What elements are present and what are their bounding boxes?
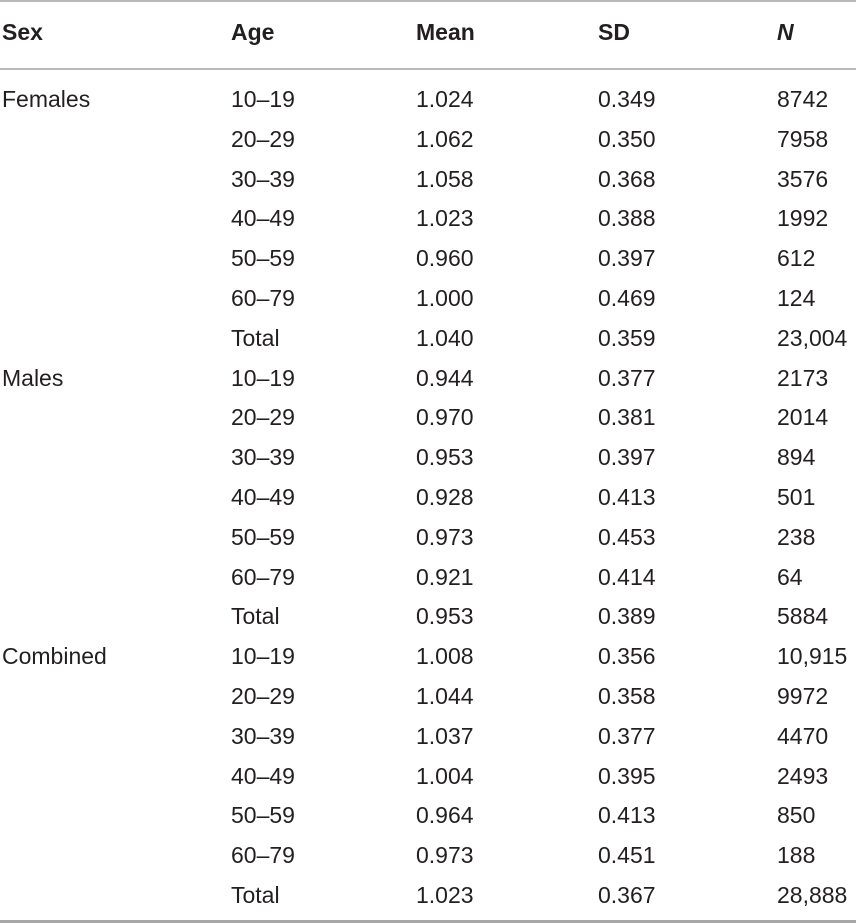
cell-sd: 0.397 bbox=[598, 444, 656, 471]
cell-mean: 1.008 bbox=[416, 643, 474, 670]
cell-mean: 0.964 bbox=[416, 802, 474, 829]
header-sex: Sex bbox=[2, 19, 43, 45]
cell-mean: 0.970 bbox=[416, 404, 474, 431]
table-header-row bbox=[0, 0, 856, 68]
table-row bbox=[0, 120, 856, 160]
cell-sd: 0.358 bbox=[598, 682, 656, 709]
cell-sd: 0.356 bbox=[598, 643, 656, 670]
cell-n: 894 bbox=[777, 444, 816, 471]
cell-sd: 0.377 bbox=[598, 364, 656, 391]
cell-age: 20–29 bbox=[231, 125, 295, 152]
cell-sd: 0.414 bbox=[598, 563, 656, 590]
cell-n: 2493 bbox=[777, 762, 829, 789]
cell-mean: 0.973 bbox=[416, 523, 474, 550]
cell-age: 60–79 bbox=[231, 284, 295, 311]
table-row bbox=[0, 717, 856, 757]
header-rule bbox=[0, 68, 856, 70]
cell-mean: 1.023 bbox=[416, 205, 474, 232]
cell-sd: 0.349 bbox=[598, 86, 656, 112]
cell-age: 10–19 bbox=[231, 364, 295, 391]
header-age: Age bbox=[231, 19, 275, 45]
cell-mean: 1.004 bbox=[416, 762, 474, 789]
cell-sd: 0.368 bbox=[598, 165, 656, 192]
cell-sd: 0.381 bbox=[598, 404, 656, 431]
cell-sd: 0.389 bbox=[598, 603, 656, 630]
cell-sex: Females bbox=[2, 86, 91, 112]
table-row bbox=[0, 836, 856, 876]
cell-mean: 0.944 bbox=[416, 364, 474, 391]
cell-n: 23,004 bbox=[777, 324, 848, 351]
cell-sd: 0.413 bbox=[598, 802, 656, 829]
cell-age: 50–59 bbox=[231, 523, 295, 550]
cell-n: 8742 bbox=[777, 86, 829, 112]
cell-mean: 0.953 bbox=[416, 603, 474, 630]
table-row bbox=[0, 160, 856, 200]
cell-n: 9972 bbox=[777, 682, 829, 709]
cell-n: 2173 bbox=[777, 364, 829, 391]
table-row bbox=[0, 796, 856, 836]
table-body bbox=[0, 80, 856, 916]
cell-mean: 0.921 bbox=[416, 563, 474, 590]
cell-mean: 1.040 bbox=[416, 324, 474, 351]
cell-age: 20–29 bbox=[231, 404, 295, 431]
cell-mean: 1.000 bbox=[416, 284, 474, 311]
cell-sd: 0.395 bbox=[598, 762, 656, 789]
table-row bbox=[0, 478, 856, 518]
cell-mean: 0.928 bbox=[416, 483, 474, 510]
cell-age: 60–79 bbox=[231, 563, 295, 590]
cell-n: 612 bbox=[777, 245, 816, 272]
cell-sd: 0.388 bbox=[598, 205, 656, 232]
table-row bbox=[0, 80, 856, 120]
cell-sd: 0.413 bbox=[598, 483, 656, 510]
table-row bbox=[0, 319, 856, 359]
cell-mean: 1.037 bbox=[416, 722, 474, 749]
cell-mean: 0.973 bbox=[416, 842, 474, 869]
table-row bbox=[0, 876, 856, 916]
cell-sex: Males bbox=[2, 364, 64, 391]
cell-mean: 1.044 bbox=[416, 682, 474, 709]
cell-sd: 0.367 bbox=[598, 881, 656, 908]
cell-n: 3576 bbox=[777, 165, 829, 192]
header-n: N bbox=[777, 19, 794, 45]
table-row bbox=[0, 677, 856, 717]
table-row bbox=[0, 398, 856, 438]
cell-age: 50–59 bbox=[231, 802, 295, 829]
cell-n: 850 bbox=[777, 802, 816, 829]
cell-n: 1992 bbox=[777, 205, 829, 232]
cell-n: 238 bbox=[777, 523, 816, 550]
cell-mean: 1.023 bbox=[416, 881, 474, 908]
cell-n: 124 bbox=[777, 284, 816, 311]
header-mean: Mean bbox=[416, 19, 475, 45]
cell-age: Total bbox=[231, 603, 280, 630]
cell-n: 2014 bbox=[777, 404, 829, 431]
cell-sd: 0.397 bbox=[598, 245, 656, 272]
cell-age: 10–19 bbox=[231, 86, 295, 112]
cell-sd: 0.377 bbox=[598, 722, 656, 749]
cell-n: 4470 bbox=[777, 722, 829, 749]
table-row bbox=[0, 239, 856, 279]
cell-age: 50–59 bbox=[231, 245, 295, 272]
cell-sd: 0.453 bbox=[598, 523, 656, 550]
cell-n: 7958 bbox=[777, 125, 829, 152]
cell-sd: 0.469 bbox=[598, 284, 656, 311]
cell-age: 10–19 bbox=[231, 643, 295, 670]
header-sd: SD bbox=[598, 19, 630, 45]
cell-age: 40–49 bbox=[231, 762, 295, 789]
cell-sd: 0.350 bbox=[598, 125, 656, 152]
cell-age: 60–79 bbox=[231, 842, 295, 869]
cell-n: 501 bbox=[777, 483, 816, 510]
cell-age: Total bbox=[231, 324, 280, 351]
cell-n: 64 bbox=[777, 563, 803, 590]
cell-n: 188 bbox=[777, 842, 816, 869]
table-row bbox=[0, 199, 856, 239]
table-row bbox=[0, 359, 856, 399]
cell-n: 28,888 bbox=[777, 881, 848, 908]
cell-n: 5884 bbox=[777, 603, 829, 630]
cell-n: 10,915 bbox=[777, 643, 848, 670]
cell-age: 40–49 bbox=[231, 483, 295, 510]
cell-sd: 0.451 bbox=[598, 842, 656, 869]
cell-mean: 1.024 bbox=[416, 86, 474, 112]
cell-sd: 0.359 bbox=[598, 324, 656, 351]
table-row bbox=[0, 757, 856, 797]
cell-age: 20–29 bbox=[231, 682, 295, 709]
table-row bbox=[0, 558, 856, 598]
cell-age: 30–39 bbox=[231, 444, 295, 471]
cell-sex: Combined bbox=[2, 643, 107, 670]
cell-age: 40–49 bbox=[231, 205, 295, 232]
cell-age: Total bbox=[231, 881, 280, 908]
cell-age: 30–39 bbox=[231, 722, 295, 749]
cell-mean: 0.960 bbox=[416, 245, 474, 272]
table-row bbox=[0, 438, 856, 478]
table-row bbox=[0, 637, 856, 677]
cell-mean: 0.953 bbox=[416, 444, 474, 471]
cell-mean: 1.058 bbox=[416, 165, 474, 192]
table-row bbox=[0, 518, 856, 558]
cell-age: 30–39 bbox=[231, 165, 295, 192]
table-row bbox=[0, 279, 856, 319]
cell-mean: 1.062 bbox=[416, 125, 474, 152]
table-row bbox=[0, 597, 856, 637]
